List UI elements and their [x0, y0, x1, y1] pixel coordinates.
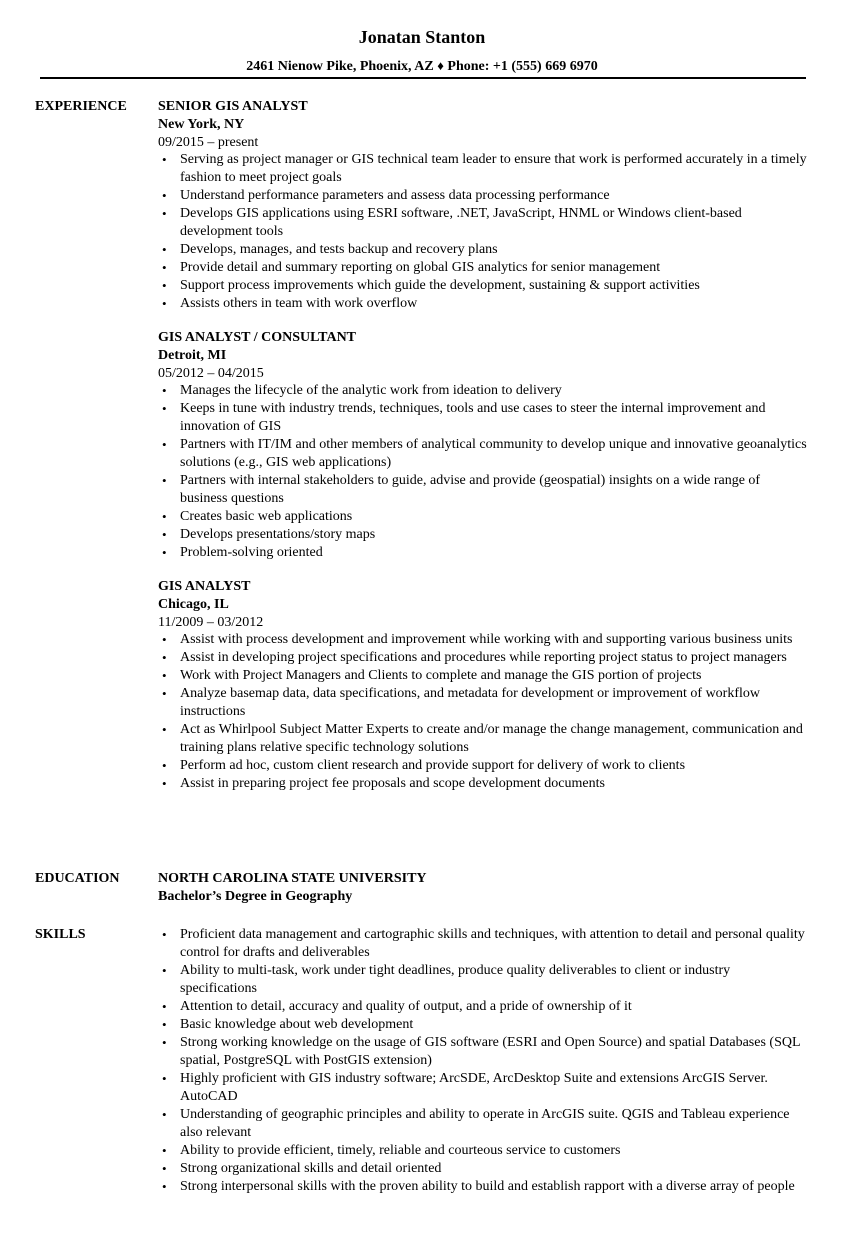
skill-item: • Strong working knowledge on the usage of GIS software (ESRI and Open Source) and spatial Databases (SQL spatial, PostgreSQL with PostGIS extension): [158, 1034, 808, 1070]
bullet-item: • Act as Whirlpool Subject Matter Experts to create and/or manage the change management, communication and training plans relative specific technology solutions: [158, 721, 808, 757]
bullet-item: • Partners with internal stakeholders to guide, advise and provide (geospatial) insights on a wide range of business questions: [158, 472, 808, 508]
skill-bullets: [158, 926, 808, 1196]
bullet-item: • Develops, manages, and tests backup and recovery plans: [158, 241, 808, 259]
section-heading-education: EDUCATION: [35, 871, 120, 886]
job-entry: [158, 578, 808, 793]
bullet-item: • Develops GIS applications using ESRI software, .NET, JavaScript, HNML or Windows client-based development tools: [158, 205, 808, 241]
job-entry: [158, 329, 808, 562]
job-dates: 09/2015 – present: [158, 135, 259, 150]
contact-line: [0, 57, 860, 76]
job-entry: [158, 98, 808, 313]
bullet-item: • Problem-solving oriented: [158, 544, 808, 562]
skill-item: • Ability to multi-task, work under tight deadlines, produce quality deliverables to client or industry specifications: [158, 962, 808, 998]
job-location: Detroit, MI: [158, 348, 227, 363]
job-title: GIS ANALYST: [158, 579, 251, 594]
skills-list: [158, 926, 808, 1196]
header-divider: [40, 77, 806, 79]
skill-item: • Understanding of geographic principles and ability to operate in ArcGIS suite. QGIS and Tableau experience also relevant: [158, 1106, 808, 1142]
bullet-item: • Keeps in tune with industry trends, techniques, tools and use cases to steer the internal improvement and innovation of GIS: [158, 400, 808, 436]
section-heading-skills: SKILLS: [35, 927, 86, 942]
bullet-item: • Serving as project manager or GIS technical team leader to ensure that work is performed accurately in a timely fashion to meet project goals: [158, 151, 808, 187]
job-bullets: [158, 382, 808, 562]
experience-list: [158, 98, 808, 809]
bullet-item: • Assists others in team with work overflow: [158, 295, 808, 313]
bullet-item: • Perform ad hoc, custom client research and provide support for delivery of work to clients: [158, 757, 808, 775]
bullet-item: • Partners with IT/IM and other members of analytical community to develop unique and innovative geoanalytics solutions (e.g., GIS web applications): [158, 436, 808, 472]
address: 2461 Nienow Pike, Phoenix, AZ: [246, 59, 434, 74]
bullet-item: • Work with Project Managers and Clients to complete and manage the GIS portion of projects: [158, 667, 808, 685]
bullet-item: • Assist in preparing project fee proposals and scope development documents: [158, 775, 808, 793]
section-heading-experience: EXPERIENCE: [35, 99, 127, 114]
bullet-item: • Understand performance parameters and assess data processing performance: [158, 187, 808, 205]
job-bullets: [158, 151, 808, 313]
job-title: GIS ANALYST / CONSULTANT: [158, 330, 357, 345]
skill-item: • Proficient data management and cartographic skills and techniques, with attention to detail and personal quality control for drafts and deliverables: [158, 926, 808, 962]
degree: Bachelor’s Degree in Geography: [158, 889, 353, 904]
bullet-item: • Develops presentations/story maps: [158, 526, 808, 544]
bullet-item: • Assist in developing project specifications and procedures while reporting project status to project managers: [158, 649, 808, 667]
bullet-item: • Creates basic web applications: [158, 508, 808, 526]
bullet-item: • Analyze basemap data, data specifications, and metadata for development or improvement of workflow instructions: [158, 685, 808, 721]
diamond-separator-icon: ♦: [437, 58, 444, 73]
bullet-item: • Support process improvements which guide the development, sustaining & support activities: [158, 277, 808, 295]
job-bullets: [158, 631, 808, 793]
bullet-item: • Manages the lifecycle of the analytic work from ideation to delivery: [158, 382, 808, 400]
job-dates: 11/2009 – 03/2012: [158, 615, 264, 630]
skill-item: • Highly proficient with GIS industry software; ArcSDE, ArcDesktop Suite and extensions ArcGIS Server. AutoCAD: [158, 1070, 808, 1106]
candidate-name: Jonatan Stanton: [358, 27, 486, 47]
skill-item: • Ability to provide efficient, timely, reliable and courteous service to customers: [158, 1142, 808, 1160]
job-dates: 05/2012 – 04/2015: [158, 366, 264, 381]
skill-item: • Basic knowledge about web development: [158, 1016, 808, 1034]
skill-item: • Strong interpersonal skills with the proven ability to build and establish rapport with a diverse array of people: [158, 1178, 808, 1196]
resume-header: [0, 26, 860, 76]
bullet-item: • Provide detail and summary reporting on global GIS analytics for senior management: [158, 259, 808, 277]
education-entry: [158, 870, 808, 906]
school-name: NORTH CAROLINA STATE UNIVERSITY: [158, 871, 427, 886]
bullet-item: • Assist with process development and improvement while working with and supporting various business units: [158, 631, 808, 649]
job-location: New York, NY: [158, 117, 245, 132]
skill-item: • Strong organizational skills and detail oriented: [158, 1160, 808, 1178]
job-location: Chicago, IL: [158, 597, 229, 612]
phone: Phone: +1 (555) 669 6970: [447, 59, 598, 74]
job-title: SENIOR GIS ANALYST: [158, 99, 308, 114]
skill-item: • Attention to detail, accuracy and quality of output, and a pride of ownership of it: [158, 998, 808, 1016]
